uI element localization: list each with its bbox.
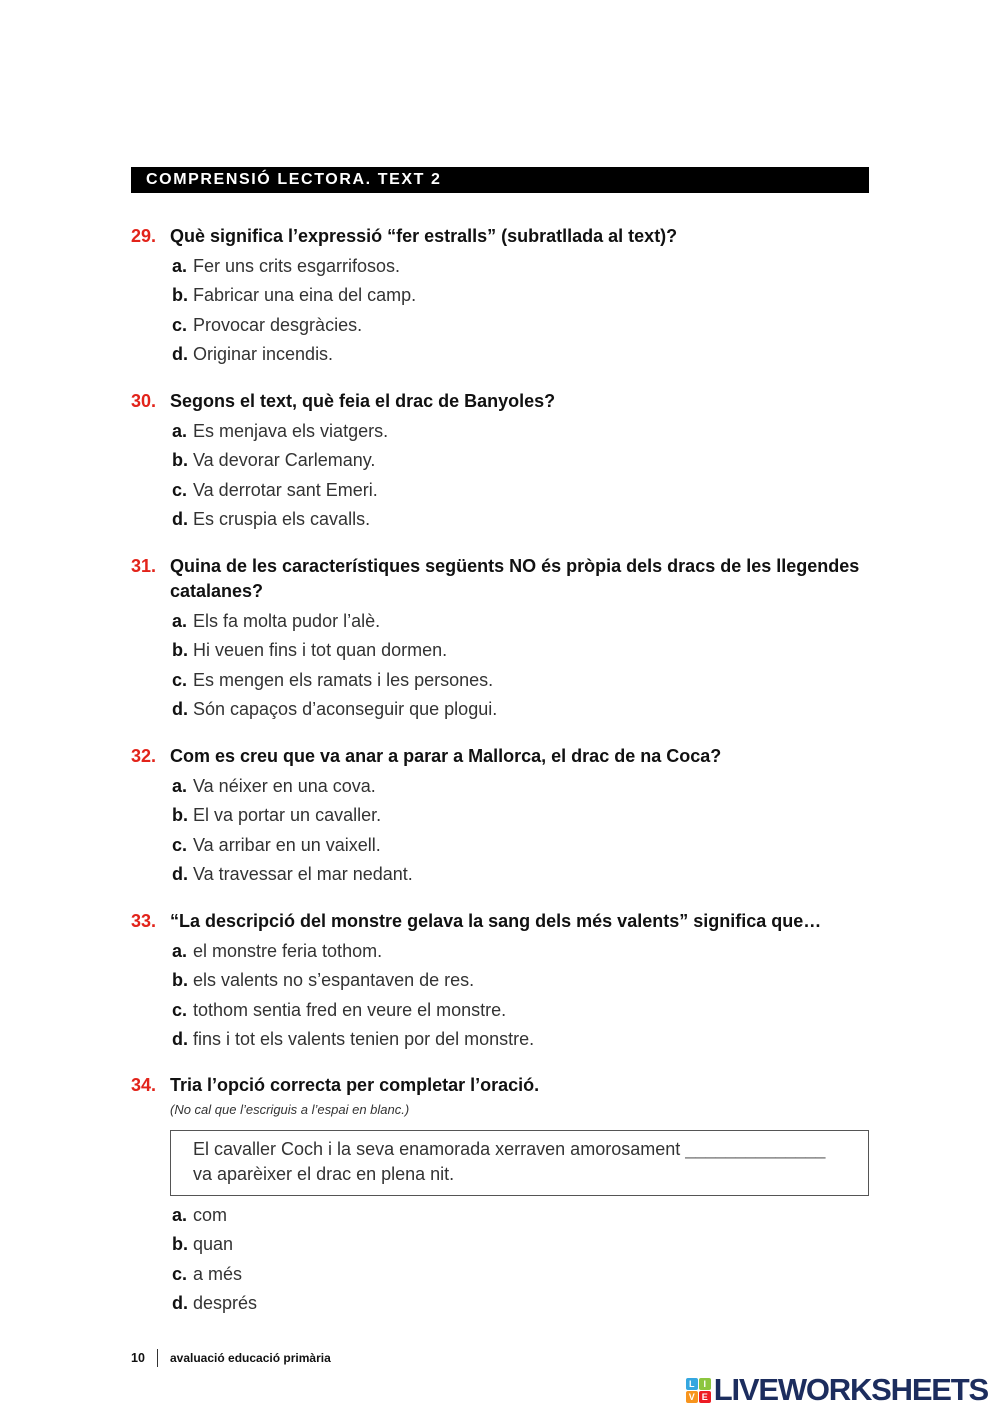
sentence-blank: ______________ (685, 1139, 826, 1159)
option-d[interactable] (170, 695, 869, 725)
option-a[interactable] (170, 607, 869, 637)
footer-separator (157, 1349, 158, 1367)
logo-cell: L (686, 1378, 698, 1390)
option-text: Provocar desgràcies. (193, 314, 363, 335)
option-c[interactable] (170, 996, 869, 1026)
logo-cell: V (686, 1391, 698, 1403)
options-list (170, 937, 869, 1055)
option-text: Hi veuen fins i tot quan dormen. (193, 640, 448, 660)
option-letter: b. (172, 1234, 188, 1255)
question-33 (131, 907, 869, 1055)
option-c[interactable] (170, 1260, 869, 1290)
page-number: 10 (131, 1351, 145, 1365)
option-text: Es mengen els ramats i les persones. (193, 669, 494, 690)
option-letter: c. (172, 1263, 188, 1284)
option-b[interactable] (170, 446, 869, 476)
option-text: després (193, 1293, 258, 1314)
options-list (170, 252, 869, 370)
logo-icon (686, 1378, 711, 1403)
option-letter: c. (172, 314, 188, 335)
option-c[interactable] (170, 311, 869, 341)
sentence-part-2: va aparèixer el drac en plena nit. (193, 1164, 455, 1184)
option-letter: c. (172, 999, 188, 1020)
options-list (170, 417, 869, 535)
option-letter: d. (172, 699, 188, 719)
question-30 (131, 387, 869, 535)
option-letter: c. (172, 479, 188, 500)
question-text: Tria l’opció correcta per completar l’oració. (170, 1075, 540, 1096)
option-letter: a. (172, 775, 188, 796)
option-letter: a. (172, 420, 188, 441)
option-letter: d. (172, 509, 188, 529)
option-letter: b. (172, 805, 188, 825)
question-header (131, 742, 869, 772)
option-a[interactable] (170, 1201, 869, 1231)
question-32 (131, 742, 869, 890)
sentence-part-1: El cavaller Coch i la seva enamorada xerraven amorosament (193, 1139, 681, 1159)
question-header (131, 907, 869, 937)
option-text: Va néixer en una cova. (193, 775, 376, 796)
logo-cell: E (699, 1391, 711, 1403)
option-d[interactable] (170, 340, 869, 370)
option-c[interactable] (170, 666, 869, 696)
option-text: Es cruspia els cavalls. (193, 509, 371, 529)
option-text: Fer uns crits esgarrifosos. (193, 255, 401, 276)
option-letter: b. (172, 970, 188, 990)
option-letter: b. (172, 285, 188, 305)
option-text: el monstre feria tothom. (193, 940, 383, 961)
section-title: COMPRENSIÓ LECTORA. TEXT 2 (146, 171, 442, 188)
option-letter: a. (172, 255, 188, 276)
option-text: Fabricar una eina del camp. (193, 285, 417, 305)
option-a[interactable] (170, 252, 869, 282)
option-text: Originar incendis. (193, 344, 334, 364)
sentence-box (170, 1130, 869, 1196)
question-header (131, 387, 869, 417)
option-b[interactable] (170, 636, 869, 666)
option-text: a més (193, 1263, 243, 1284)
option-text: quan (193, 1234, 234, 1255)
option-b[interactable] (170, 801, 869, 831)
option-a[interactable] (170, 417, 869, 447)
option-a[interactable] (170, 937, 869, 967)
sentence-line-1 (193, 1137, 848, 1162)
question-number: 32. (131, 746, 157, 767)
option-text: Va devorar Carlemany. (193, 450, 376, 470)
option-letter: b. (172, 640, 188, 660)
option-letter: d. (172, 1293, 188, 1314)
option-letter: c. (172, 834, 188, 855)
option-text: Es menjava els viatgers. (193, 420, 389, 441)
option-c[interactable] (170, 476, 869, 506)
option-b[interactable] (170, 966, 869, 996)
question-number: 31. (131, 556, 157, 577)
option-text: els valents no s’espantaven de res. (193, 970, 475, 990)
option-d[interactable] (170, 1025, 869, 1055)
question-header (131, 552, 869, 607)
option-c[interactable] (170, 831, 869, 861)
question-number: 30. (131, 391, 157, 412)
options-list (170, 1201, 869, 1319)
section-header-bar (131, 167, 869, 193)
option-text: Va derrotar sant Emeri. (193, 479, 378, 500)
option-d[interactable] (170, 505, 869, 535)
option-text: Els fa molta pudor l’alè. (193, 610, 381, 631)
logo-cell: I (699, 1378, 711, 1390)
option-text: Va travessar el mar nedant. (193, 864, 413, 884)
question-note: (No cal que l’escriguis a l’espai en blanc.) (170, 1101, 410, 1117)
option-text: Va arribar en un vaixell. (193, 834, 381, 855)
options-list (170, 607, 869, 725)
option-letter: d. (172, 864, 188, 884)
question-text: Segons el text, què feia el drac de Banyoles? (170, 391, 556, 412)
question-number: 29. (131, 226, 157, 247)
option-d[interactable] (170, 1289, 869, 1319)
option-b[interactable] (170, 281, 869, 311)
option-letter: d. (172, 344, 188, 364)
footer-title: avaluació educació primària (170, 1351, 331, 1365)
logo-text: LIVEWORKSHEETS (713, 1372, 988, 1407)
question-number: 33. (131, 911, 157, 932)
option-a[interactable] (170, 772, 869, 802)
question-header (131, 1071, 869, 1101)
option-letter: a. (172, 940, 188, 961)
option-text: tothom sentia fred en veure el monstre. (193, 999, 507, 1020)
question-34 (131, 1071, 869, 1319)
option-text: El va portar un cavaller. (193, 805, 382, 825)
option-letter: a. (172, 610, 188, 631)
question-text: Com es creu que va anar a parar a Mallorca, el drac de na Coca? (170, 746, 722, 767)
option-text: fins i tot els valents tenien por del monstre. (193, 1029, 535, 1049)
question-number: 34. (131, 1075, 157, 1096)
liveworksheets-logo[interactable] (686, 1372, 988, 1407)
question-29 (131, 222, 869, 370)
option-letter: b. (172, 450, 188, 470)
question-text: Què significa l’expressió “fer estralls” (subratllada al text)? (170, 226, 678, 247)
option-d[interactable] (170, 860, 869, 890)
question-header (131, 222, 869, 252)
option-text: com (193, 1204, 228, 1225)
options-list (170, 772, 869, 890)
option-text: Són capaços d’aconseguir que plogui. (193, 699, 498, 719)
question-text: Quina de les característiques següents NO és pròpia dels dracs de les llegendes catalanes? (170, 556, 860, 602)
question-31 (131, 552, 869, 725)
option-letter: d. (172, 1029, 188, 1049)
option-letter: a. (172, 1204, 188, 1225)
option-b[interactable] (170, 1230, 869, 1260)
option-letter: c. (172, 669, 188, 690)
question-text: “La descripció del monstre gelava la sang dels més valents” significa que… (170, 911, 822, 932)
